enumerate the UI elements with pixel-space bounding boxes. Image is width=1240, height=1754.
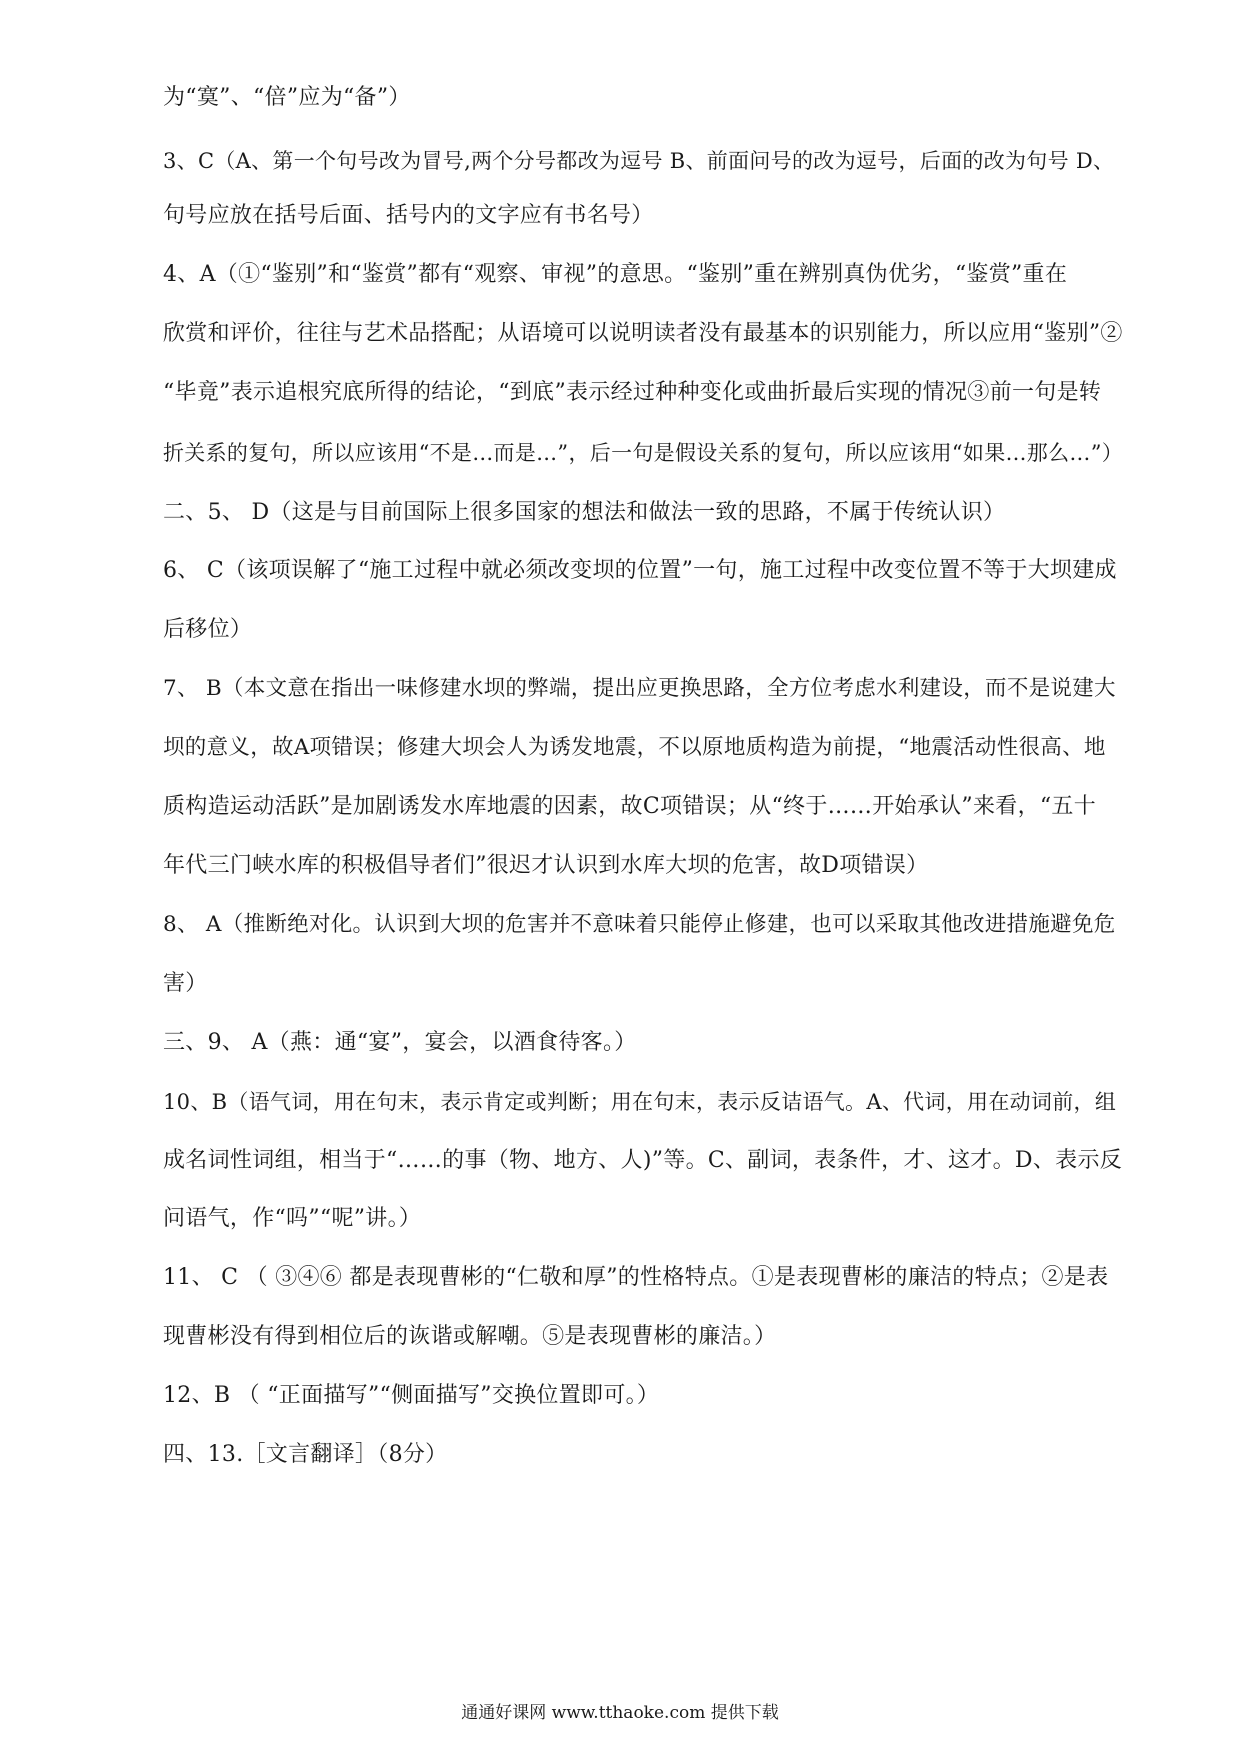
- answer-line: 句号应放在括号后面、括号内的文字应有书名号）: [163, 203, 654, 228]
- answer-line: 10、B（语气词，用在句末，表示肯定或判断；用在句末，表示反诘语气。A、代词，用在动词前，组: [163, 1090, 1117, 1114]
- answer-line: 现曹彬没有得到相位后的诙谐或解嘲。⑤是表现曹彬的廉洁。）: [163, 1324, 777, 1349]
- answer-line: 年代三门峡水库的积极倡导者们”很迟才认识到水库大坝的危害，故D项错误）: [163, 853, 929, 878]
- answer-line: 12、B （ “正面描写”“侧面描写”交换位置即可。）: [163, 1383, 660, 1408]
- answer-line: 6、 C（该项误解了“施工过程中就必须改变坝的位置”一句，施工过程中改变位置不等于大坝建成: [163, 558, 1117, 583]
- answer-line: 三、9、 A（燕：通“宴”，宴会，以酒食待客。）: [163, 1030, 637, 1055]
- answer-line: 害）: [163, 971, 208, 996]
- answer-line: 欣赏和评价，往往与艺术品搭配；从语境可以说明读者没有最基本的识别能力，所以应用“鉴别”②: [163, 321, 1123, 346]
- answer-line: “毕竟”表示追根究底所得的结论，“到底”表示经过种种变化或曲折最后实现的情况③前一句是转: [163, 380, 1102, 405]
- answer-line: 为“寞”、“倍”应为“备”）: [163, 85, 411, 110]
- answer-line: 折关系的复句，所以应该用“不是…而是…”，后一句是假设关系的复句，所以应该用“如果…那么…”）: [163, 441, 1124, 465]
- answer-line: 成名词性词组，相当于“……的事（物、地方、人)”等。C、副词，表条件，才、这才。D、表示反: [163, 1148, 1123, 1173]
- answer-line: 4、A（①“鉴别”和“鉴赏”都有“观察、审视”的意思。“鉴别”重在辨别真伪优劣，“鉴赏”重在: [163, 262, 1068, 287]
- answer-line: 坝的意义，故A项错误；修建大坝会人为诱发地震，不以原地质构造为前提，“地震活动性很高、地: [163, 735, 1106, 760]
- answer-line: 7、 B（本文意在指出一味修建水坝的弊端，提出应更换思路，全方位考虑水利建设，而不是说建大: [163, 676, 1116, 701]
- answer-line: 问语气，作“吗”“呢”讲。）: [163, 1206, 422, 1231]
- section-heading: 四、13.［文言翻译］（8分）: [163, 1442, 448, 1467]
- answer-line: 3、C（A、第一个句号改为冒号,两个分号都改为逗号 B、前面问号的改为逗号，后面的改为句号 D、: [163, 149, 1115, 173]
- answer-line: 11、 C （ ③④⑥ 都是表现曹彬的“仁敬和厚”的性格特点。①是表现曹彬的廉洁的特点；②是表: [163, 1265, 1109, 1290]
- page-footer: 通通好课网 www.tthaoke.com 提供下载: [461, 1703, 779, 1723]
- answer-line: 二、5、 D（这是与目前国际上很多国家的想法和做法一致的思路，不属于传统认识）: [163, 500, 1006, 525]
- answer-line: 后移位）: [163, 617, 253, 642]
- answer-line: 8、 A（推断绝对化。认识到大坝的危害并不意味着只能停止修建，也可以采取其他改进措施避免危: [163, 912, 1116, 937]
- answer-line: 质构造运动活跃”是加剧诱发水库地震的因素，故C项错误；从“终于……开始承认”来看，“五十: [163, 794, 1097, 819]
